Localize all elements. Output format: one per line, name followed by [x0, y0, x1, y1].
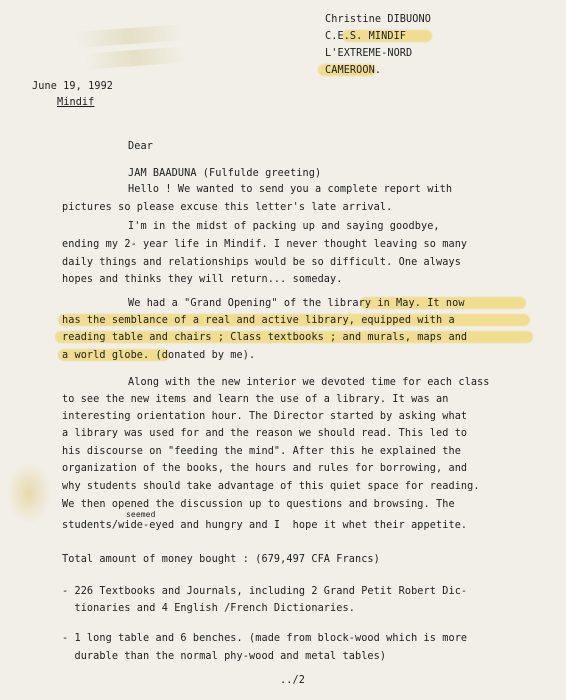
text-line: students/wide-eyed and hungry and I hope it whet their appetite. [62, 520, 468, 531]
text-line: organization of the books, the hours and rules for borrowing, and [62, 463, 468, 474]
list-item: durable than the normal phy-wood and metal tables) [62, 651, 387, 662]
list-item: tionaries and 4 English /French Dictionaries. [62, 603, 355, 614]
text-line: pictures so please excuse this letter's late arrival. [62, 202, 393, 213]
total-amount: Total amount of money bought : (679,497 CFA Francs) [62, 554, 380, 565]
text-line: a library was used for and the reason we should read. This led to [62, 428, 468, 439]
greeting: JAM BAADUNA (Fulfulde greeting) [128, 168, 322, 179]
list-item: - 1 long table and 6 benches. (made from block-wood which is more [62, 633, 468, 644]
text-line: his discourse on "feeding the mind". After this he explained the [62, 446, 461, 457]
sender-school: C.E.S. MINDIF [325, 31, 407, 42]
list-item: - 226 Textbooks and Journals, including 2 Grand Petit Robert Dic- [62, 586, 468, 597]
text-line: a world globe. (donated by me). [62, 350, 256, 361]
text-line: Along with the new interior we devoted time for each class [128, 377, 490, 388]
text-line: daily things and relationships would be so difficult. One always [62, 257, 461, 268]
page-marker: ../2 [280, 675, 305, 686]
sender-province: L'EXTREME-NORD [325, 48, 413, 59]
sender-name: Christine DIBUONO [325, 14, 431, 25]
text-line: interesting orientation hour. The Director started by asking what [62, 411, 468, 422]
letter-date: June 19, 1992 [32, 81, 114, 92]
text-line: I'm in the midst of packing up and saying goodbye, [128, 221, 440, 232]
text-line: to see the new items and learn the use of a library. It was an [62, 394, 449, 405]
text-line: We had a "Grand Opening" of the library in May. It now [128, 298, 465, 309]
text-line: has the semblance of a real and active library, equipped with a [62, 315, 455, 326]
text-line: why students should take advantage of this quiet space for reading. [62, 481, 480, 492]
text-line: reading table and chairs ; Class textbooks ; and murals, maps and [62, 332, 468, 343]
handwritten-insertion: seemed [126, 510, 156, 519]
letter-place: Mindif [57, 97, 95, 108]
sender-country: CAMEROON. [325, 65, 382, 76]
salutation: Dear [128, 141, 153, 152]
tape-mark [75, 24, 186, 48]
text-line: hopes and thinks they will return... someday. [62, 274, 343, 285]
stain-mark [6, 462, 52, 524]
text-line: We then opened the discussion up to questions and browsing. The [62, 499, 455, 510]
tape-mark [85, 47, 186, 70]
text-line: ending my 2- year life in Mindif. I never thought leaving so many [62, 239, 468, 250]
text-line: Hello ! We wanted to send you a complete report with [128, 184, 453, 195]
